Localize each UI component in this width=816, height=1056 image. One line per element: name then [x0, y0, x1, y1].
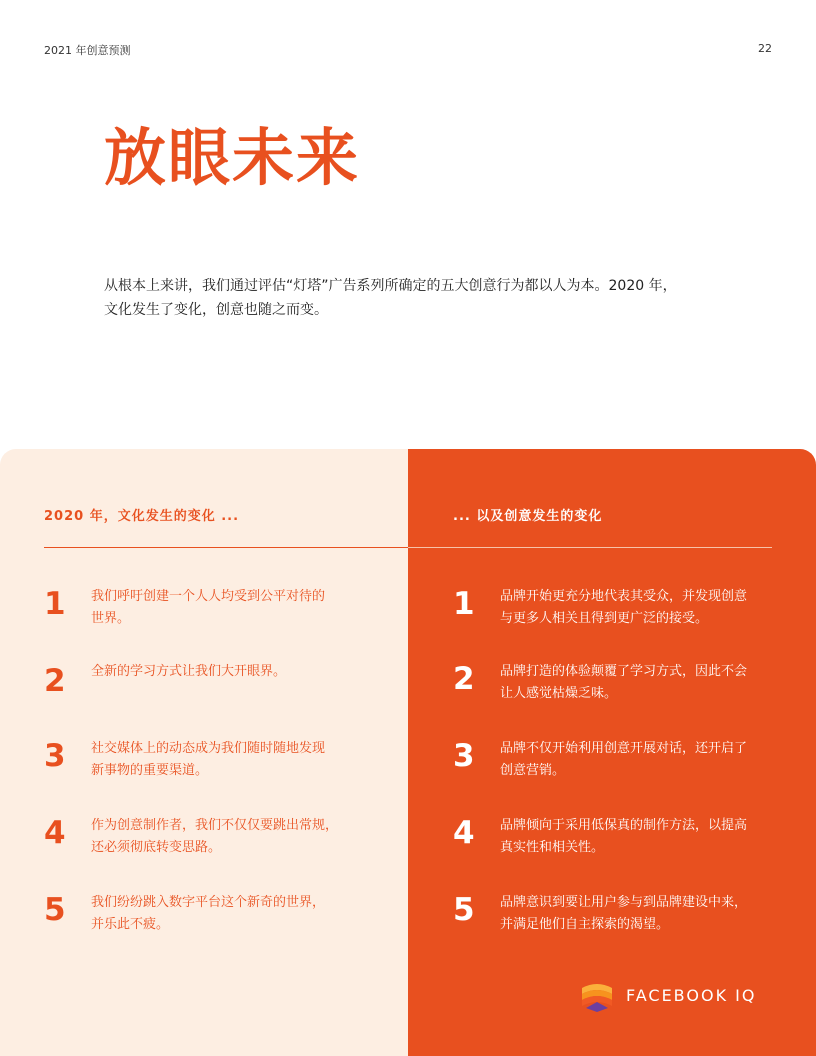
item-text [500, 586, 747, 630]
item-line: 还必须彻底转变思路。 [91, 840, 222, 855]
culture-item-3 [44, 738, 354, 798]
item-number: 2 [453, 661, 475, 697]
culture-item-2 [44, 661, 354, 721]
item-text [91, 892, 325, 936]
creative-item-1 [453, 586, 773, 646]
culture-column-heading: 2020 年，文化发生的变化 ... [44, 509, 240, 524]
item-number: 5 [453, 892, 475, 928]
logo-text: FACEBOOK IQ [626, 986, 757, 1005]
item-number: 4 [44, 815, 66, 851]
item-number: 4 [453, 815, 475, 851]
creative-item-2 [453, 661, 773, 721]
item-number: 1 [44, 586, 66, 622]
page-title: 放眼未来 [104, 121, 361, 194]
creative-column-heading: ... 以及创意发生的变化 [453, 509, 603, 524]
running-header [44, 42, 772, 58]
item-line: 品牌开始更充分地代表其受众，并发现创意 [500, 589, 748, 604]
item-line: 并满足他们自主探索的渴望。 [500, 917, 670, 932]
item-text [500, 738, 747, 782]
item-line: 让人感觉枯燥乏味。 [500, 686, 618, 701]
creative-item-4 [453, 815, 773, 875]
item-line: 并乐此不疲。 [91, 917, 170, 932]
item-number: 1 [453, 586, 475, 622]
item-line: 作为创意制作者，我们不仅仅要跳出常规， [91, 818, 339, 833]
item-text [91, 815, 338, 859]
item-text [500, 661, 747, 705]
item-line: 品牌不仅开始利用创意开展对话，还开启了 [500, 741, 748, 756]
item-line: 我们纷纷跳入数字平台这个新奇的世界， [91, 895, 326, 910]
item-text [91, 661, 286, 683]
item-line: 品牌倾向于采用低保真的制作方法，以提高 [500, 818, 748, 833]
item-line: 新事物的重要渠道。 [91, 763, 209, 778]
item-text [91, 738, 325, 782]
creative-item-3 [453, 738, 773, 798]
item-text [500, 892, 747, 936]
item-number: 5 [44, 892, 66, 928]
item-line: 社交媒体上的动态成为我们随时随地发现 [91, 741, 326, 756]
item-number: 2 [44, 663, 66, 699]
item-line: 真实性和相关性。 [500, 840, 605, 855]
item-text [91, 586, 325, 630]
intro-line: 文化发生了变化，创意也随之而变。 [104, 302, 328, 318]
creative-item-5 [453, 892, 773, 952]
item-number: 3 [453, 738, 475, 774]
culture-item-4 [44, 815, 354, 875]
creative-divider [408, 547, 772, 548]
item-line: 创意营销。 [500, 763, 566, 778]
item-line: 我们呼吁创建一个人人均受到公平对待的 [91, 589, 326, 604]
facebook-iq-logo-icon [580, 978, 614, 1012]
item-line: 品牌打造的体验颠覆了学习方式，因此不会 [500, 664, 748, 679]
facebook-iq-logo [580, 978, 780, 1014]
intro-paragraph [104, 274, 744, 322]
item-number: 3 [44, 738, 66, 774]
item-text [500, 815, 747, 859]
culture-item-1 [44, 586, 354, 646]
item-line: 品牌意识到要让用户参与到品牌建设中来， [500, 895, 748, 910]
intro-line: 从根本上来讲，我们通过评估“灯塔”广告系列所确定的五大创意行为都以人为本。2020 年， [104, 278, 677, 294]
item-line: 与更多人相关且得到更广泛的接受。 [500, 611, 709, 626]
item-line: 世界。 [91, 611, 131, 626]
page-number: 22 [758, 42, 772, 55]
culture-item-5 [44, 892, 354, 952]
report-title: 2021 年创意预测 [44, 44, 131, 57]
culture-divider [44, 547, 408, 548]
item-line: 全新的学习方式让我们大开眼界。 [91, 664, 287, 679]
